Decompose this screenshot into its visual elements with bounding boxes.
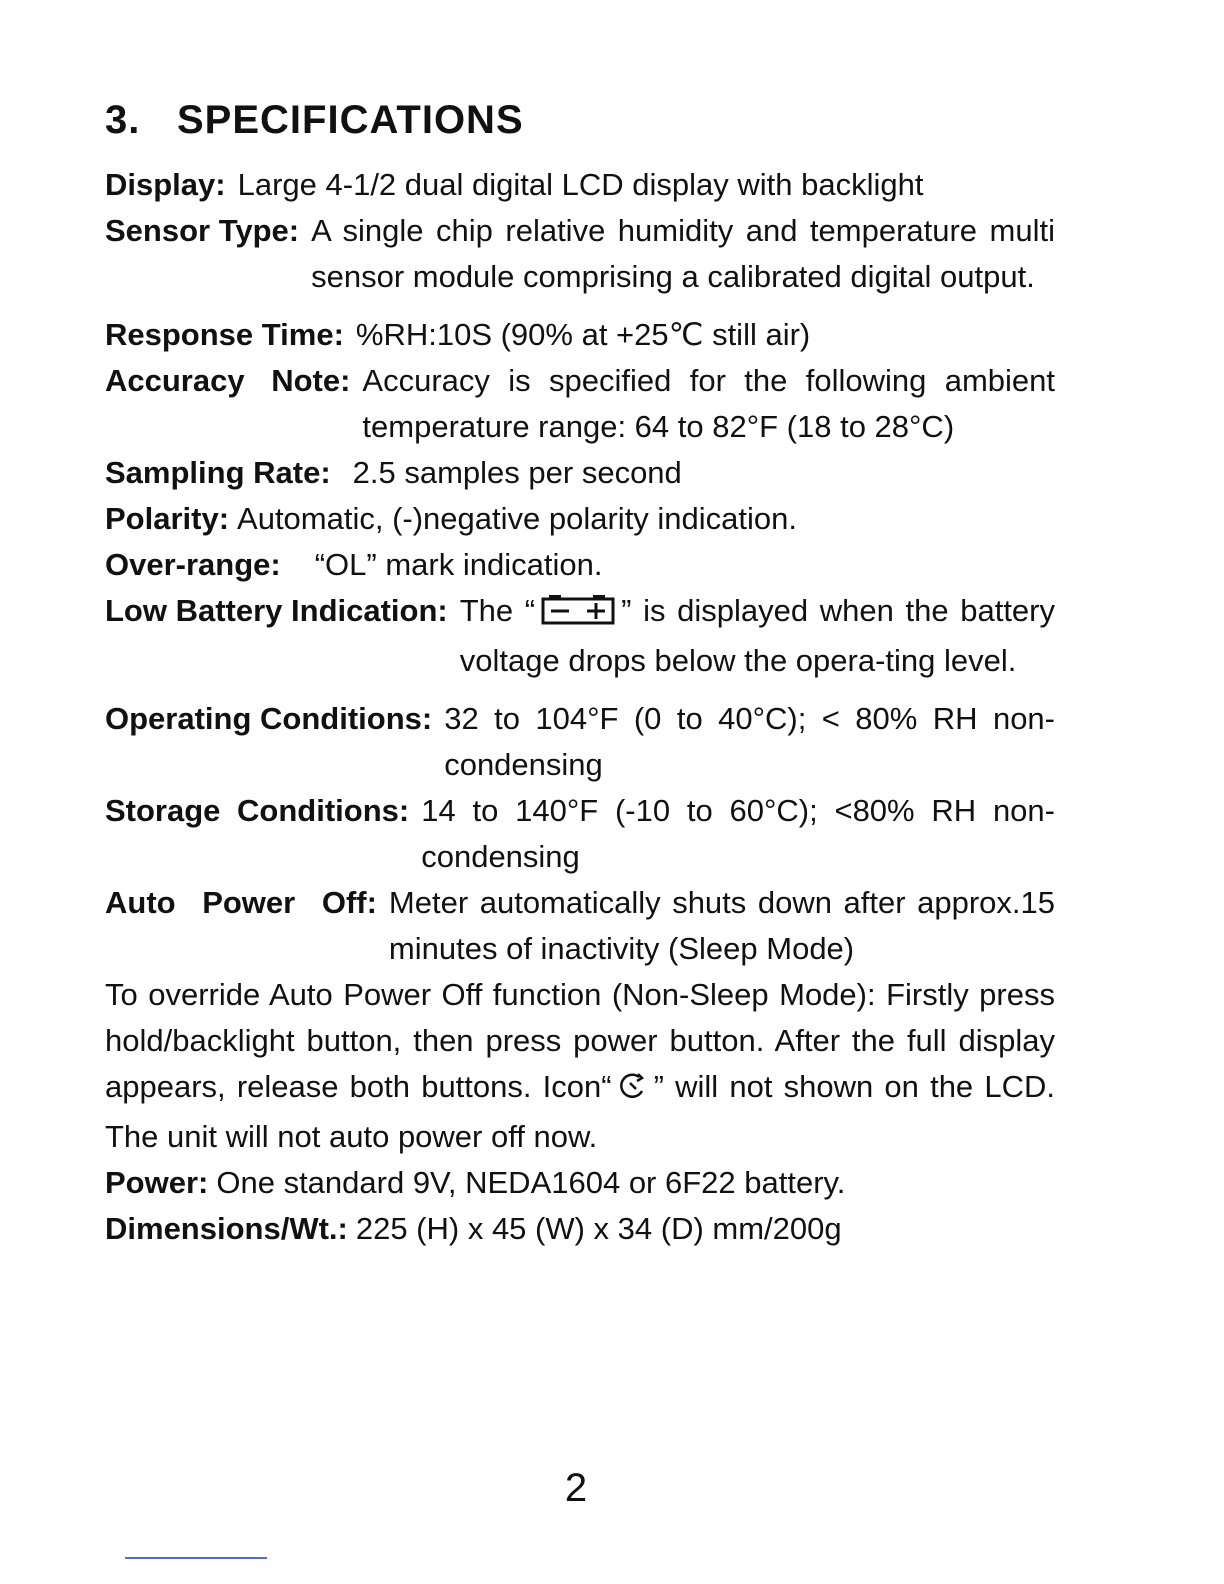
override-paragraph — [105, 972, 1055, 1160]
spec-value: Automatic, (-)negative polarity indication. — [237, 501, 798, 536]
battery-icon — [541, 592, 615, 638]
spec-sampling-rate — [105, 450, 1055, 496]
spec-label: Power: — [105, 1165, 209, 1200]
spec-operating-conditions — [105, 696, 1055, 788]
spec-low-battery — [105, 588, 1055, 684]
spec-display — [105, 162, 1055, 208]
spec-label: Auto Power Off: — [105, 885, 377, 920]
spec-over-range — [105, 542, 1055, 588]
page-number: 2 — [564, 1466, 588, 1510]
spec-response-time — [105, 312, 1055, 358]
spec-storage-conditions — [105, 788, 1055, 880]
spec-label: Polarity: — [105, 501, 230, 536]
spec-label: Low Battery Indication: — [105, 593, 448, 628]
spec-value: A single chip relative humidity and temperature multi sensor module comprising a calibrated digital output. — [311, 213, 1055, 294]
spec-value: One standard 9V, NEDA1604 or 6F22 battery. — [216, 1165, 846, 1200]
spec-value: 225 (H) x 45 (W) x 34 (D) mm/200g — [355, 1211, 842, 1246]
spec-value: 32 to 104°F (0 to 40°C); < 80% RH non-condensing — [444, 701, 1055, 782]
spec-value: Accuracy is specified for the following ambient temperature range: 64 to 82°F (18 to 28°C) — [362, 363, 1055, 444]
spec-polarity — [105, 496, 1055, 542]
spec-label: Response Time: — [105, 317, 344, 352]
section-number: 3. — [105, 98, 141, 142]
spec-value: “OL” mark indication. — [314, 547, 603, 582]
spec-label: Accuracy Note: — [105, 363, 351, 398]
bottom-rule — [125, 1557, 267, 1559]
spec-value: 2.5 samples per second — [352, 455, 682, 490]
spec-value: 14 to 140°F (-10 to 60°C); <80% RH non-condensing — [421, 793, 1055, 874]
override-text-after: ” will not shown on the LCD. The unit will not auto power off now. — [105, 1069, 1055, 1154]
spec-sensor-type — [105, 208, 1055, 300]
spec-label: Storage Conditions: — [105, 793, 410, 828]
auto-power-off-icon — [618, 1068, 648, 1114]
low-battery-text-before: The “ — [459, 593, 536, 628]
spec-label: Display: — [105, 167, 226, 202]
spec-auto-power-off — [105, 880, 1055, 972]
spec-value: Meter automatically shuts down after approx.15 minutes of inactivity (Sleep Mode) — [388, 885, 1055, 966]
section-title: SPECIFICATIONS — [177, 98, 524, 142]
spec-label: Dimensions/Wt.: — [105, 1211, 348, 1246]
spec-label: Operating Conditions: — [105, 701, 433, 736]
section-heading — [105, 98, 524, 143]
override-text-before: To override Auto Power Off function (Non-Sleep Mode): Firstly press hold/backlight button, then press power button. After the full display appears, release both buttons. Icon“ — [105, 977, 1055, 1104]
spec-value: Large 4-1/2 dual digital LCD display with backlight — [237, 167, 924, 202]
spec-label: Sampling Rate: — [105, 455, 331, 490]
spec-accuracy-note — [105, 358, 1055, 450]
spec-label: Over-range: — [105, 547, 281, 582]
spec-power — [105, 1160, 1055, 1206]
spec-label: Sensor Type: — [105, 213, 300, 248]
spec-value: %RH:10S (90% at +25℃ still air) — [355, 317, 811, 352]
spec-list — [105, 162, 1055, 1252]
low-battery-text-after: ” is displayed when the battery voltage drops below the opera-ting level. — [459, 593, 1055, 678]
spec-value — [460, 588, 1055, 684]
spec-dimensions — [105, 1206, 1055, 1252]
